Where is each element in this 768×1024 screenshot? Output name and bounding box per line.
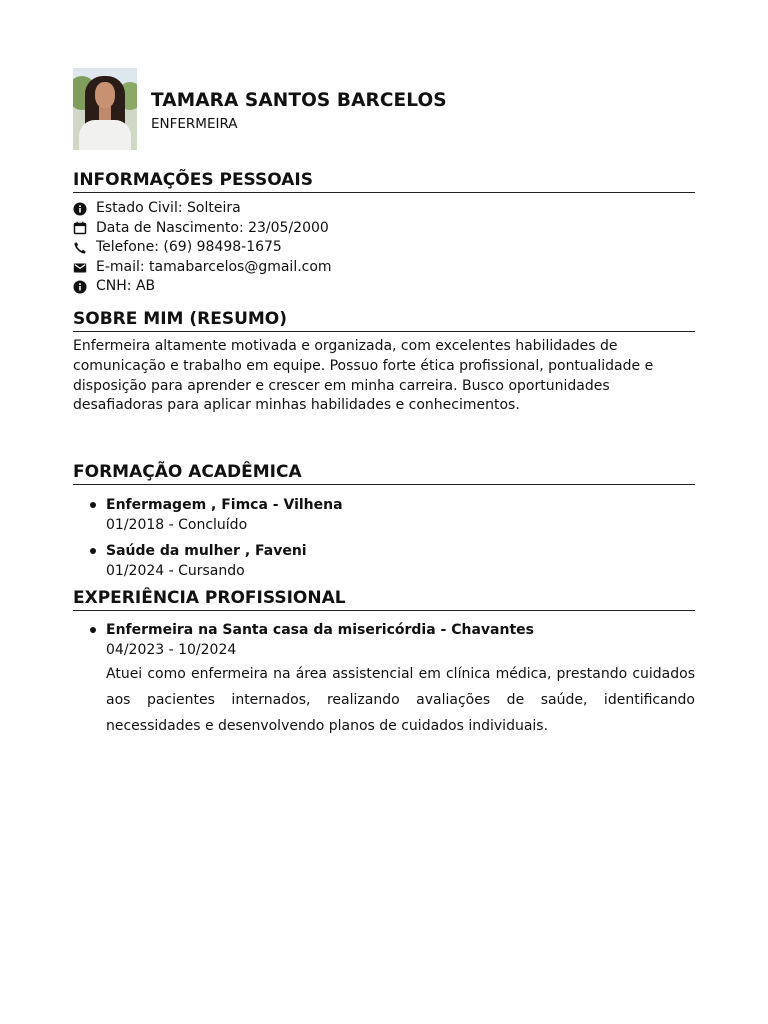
name-block bbox=[151, 90, 447, 132]
personal-info-list bbox=[73, 199, 695, 297]
info-text: CNH: AB bbox=[96, 278, 156, 295]
experience-section bbox=[73, 587, 695, 739]
info-icon bbox=[73, 202, 87, 216]
bullet-icon bbox=[90, 548, 96, 554]
info-item-phone bbox=[73, 238, 695, 258]
profile-photo bbox=[73, 68, 137, 150]
job-period: 04/2023 - 10/2024 bbox=[106, 642, 237, 659]
education-list bbox=[73, 495, 695, 581]
info-item-birthdate bbox=[73, 219, 695, 239]
resume-page bbox=[73, 68, 695, 739]
course-status: 01/2018 - Concluído bbox=[106, 517, 248, 534]
candidate-role: ENFERMEIRA bbox=[151, 116, 238, 132]
experience-list bbox=[73, 620, 695, 739]
info-item-marital-status bbox=[73, 199, 695, 219]
job-description: Atuei como enfermeira na área assistencial em clínica médica, prestando cuidados aos pacientes internados, realizando avaliações de saúde, identificando necessidades e desenvolvendo planos de cuidados individuais. bbox=[106, 666, 695, 735]
candidate-name: TAMARA SANTOS BARCELOS bbox=[151, 90, 447, 111]
list-item bbox=[90, 620, 695, 739]
info-text: Data de Nascimento: 23/05/2000 bbox=[96, 219, 329, 236]
course-name: Saúde da mulher , Faveni bbox=[106, 543, 307, 560]
course-status: 01/2024 - Cursando bbox=[106, 563, 245, 580]
list-item bbox=[90, 495, 695, 535]
mail-icon bbox=[73, 261, 87, 275]
calendar-icon bbox=[73, 221, 87, 235]
info-text: Estado Civil: Solteira bbox=[96, 200, 241, 216]
info-text: Telefone: (69) 98498-1675 bbox=[96, 239, 282, 256]
info-item-driver-license bbox=[73, 277, 695, 297]
job-role: Enfermeira na Santa casa da misericórdia - Chavantes bbox=[106, 622, 534, 639]
resume-header bbox=[73, 68, 695, 150]
info-text: E-mail: tamabarcelos@gmail.com bbox=[96, 258, 332, 275]
info-item-email bbox=[73, 258, 695, 278]
phone-icon bbox=[73, 241, 87, 255]
bullet-icon bbox=[90, 502, 96, 508]
personal-info-section bbox=[73, 169, 695, 297]
section-title-education: FORMAÇÃO ACADÊMICA bbox=[73, 461, 695, 485]
bullet-icon bbox=[90, 627, 96, 633]
summary-section bbox=[73, 308, 695, 416]
education-section bbox=[73, 461, 695, 581]
list-item bbox=[90, 541, 695, 581]
info-icon bbox=[73, 280, 87, 294]
section-title-personal: INFORMAÇÕES PESSOAIS bbox=[73, 169, 695, 193]
course-name: Enfermagem , Fimca - Vilhena bbox=[106, 497, 343, 514]
section-title-summary: SOBRE MIM (RESUMO) bbox=[73, 308, 695, 332]
summary-text: Enfermeira altamente motivada e organizada, com excelentes habilidades de comunicação e trabalho em equipe. Possuo forte ética profissional, pontualidade e disposição para aprender e crescer em minha carreira. Busco oportunidades desafiadoras para aplicar minhas habilidades e conhecimentos. bbox=[73, 337, 654, 414]
section-title-experience: EXPERIÊNCIA PROFISSIONAL bbox=[73, 587, 695, 611]
